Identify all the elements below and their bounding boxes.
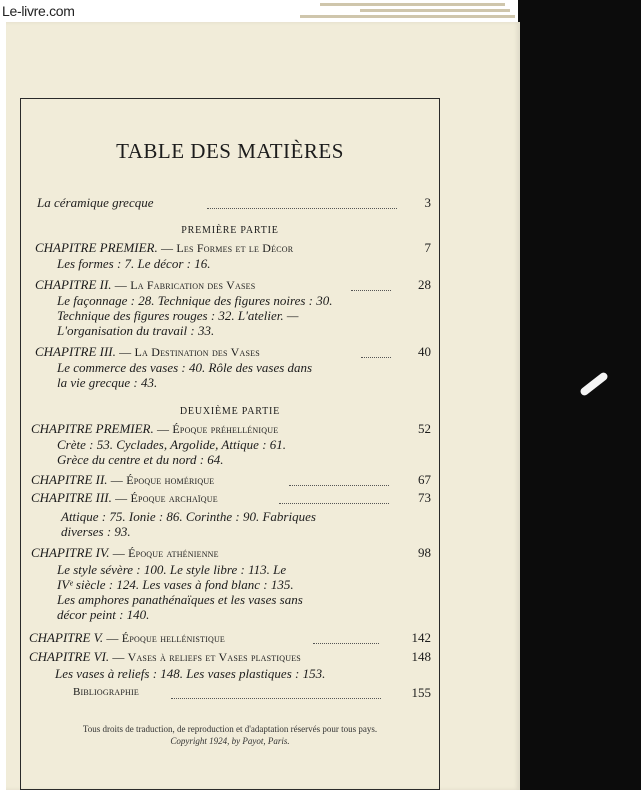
chapter-title: — Époque préhellénique	[157, 422, 279, 436]
part-heading: PREMIÈRE PARTIE	[181, 225, 279, 236]
chapter-title: — La Destination des Vases	[119, 345, 260, 359]
chapter-number: CHAPITRE II.	[35, 277, 112, 292]
chapter-title: — Époque athénienne	[112, 546, 219, 560]
dot-leader	[361, 357, 391, 358]
chapter-title: — Époque homérique	[110, 473, 215, 487]
page-edge	[300, 15, 515, 18]
copyright-line: Tous droits de traduction, de reproduction et d'adaptation réservés pour tous pays.	[82, 724, 378, 734]
chapter-subtopics: Les vases à reliefs : 148. Les vases plastiques : 153.	[55, 666, 326, 681]
chapter-title: — Vases à reliefs et Vases plastiques	[112, 650, 301, 664]
chapter-subtopics: décor peint : 140.	[57, 607, 150, 622]
dot-leader	[313, 643, 379, 644]
chapter-subtopics: la vie grecque : 43.	[57, 375, 158, 390]
chapter-number: CHAPITRE V.	[29, 630, 104, 645]
dot-leader	[207, 208, 397, 209]
chapter-heading	[29, 630, 225, 646]
background	[518, 0, 641, 790]
copyright-line: Copyright 1924, by Payot, Paris.	[170, 736, 290, 746]
page-edge	[360, 9, 510, 12]
chapter-subtopics: Attique : 75. Ionie : 86. Corinthe : 90. Fabriques	[61, 509, 316, 524]
copyright-notice	[21, 723, 439, 747]
chapter-subtopics: Les amphores panathénaïques et les vases sans	[57, 592, 303, 607]
chapter-subtopics: Grèce du centre et du nord : 64.	[57, 452, 224, 467]
chapter-subtopics: Crète : 53. Cyclades, Argolide, Attique : 61.	[57, 437, 287, 452]
chapter-number: CHAPITRE VI.	[29, 649, 110, 664]
chapter-heading	[31, 545, 219, 561]
chapter-number: CHAPITRE II.	[31, 472, 108, 487]
page-number: 142	[411, 630, 431, 645]
chapter-heading	[31, 490, 218, 506]
chapter-heading	[35, 240, 293, 256]
page-edge	[320, 3, 505, 6]
chapter-title: — Les Formes et le Décor	[161, 241, 294, 255]
chapter-number: CHAPITRE PREMIER.	[35, 240, 158, 255]
page-title: TABLE DES MATIÈRES	[116, 139, 344, 163]
chapter-title: — Époque archaïque	[115, 491, 218, 505]
dot-leader	[351, 290, 391, 291]
dot-leader	[171, 698, 381, 699]
chapter-heading	[35, 344, 260, 360]
toc-frame	[20, 98, 440, 790]
chapter-heading	[29, 649, 301, 665]
dot-leader	[279, 503, 389, 504]
page-number: 7	[424, 240, 431, 255]
chapter-heading	[35, 277, 255, 293]
watermark-logo: Le-livre.com	[2, 3, 75, 19]
chapter-title: — Époque hellénistique	[106, 631, 226, 645]
chapter-subtopics: L'organisation du travail : 33.	[57, 323, 215, 338]
chapter-heading	[31, 421, 278, 437]
page-number: 98	[418, 545, 431, 560]
chapter-title: — La Fabrication des Vases	[114, 278, 256, 292]
page-number: 73	[418, 490, 431, 505]
page-number: 28	[418, 277, 431, 292]
page-number: 155	[411, 685, 431, 700]
page-number: 67	[418, 472, 431, 487]
page-number: 52	[418, 421, 431, 436]
chapter-heading	[31, 472, 214, 488]
chapter-subtopics: Le commerce des vases : 40. Rôle des vases dans	[57, 360, 313, 375]
chapter-number: CHAPITRE III.	[35, 344, 116, 359]
chapter-subtopics: diverses : 93.	[61, 524, 131, 539]
chapter-number: CHAPITRE III.	[31, 490, 112, 505]
page-number: 148	[411, 649, 431, 664]
chapter-number: CHAPITRE PREMIER.	[31, 421, 154, 436]
dot-leader	[289, 485, 389, 486]
chapter-subtopics: Le style sévère : 100. Le style libre : 113. Le	[57, 562, 287, 577]
chapter-subtopics: IVᵉ siècle : 124. Les vases à fond blanc : 135.	[57, 577, 294, 592]
chapter-number: CHAPITRE IV.	[31, 545, 110, 560]
book-page	[6, 22, 520, 790]
toc-entry-bibliography: Bibliographie	[73, 686, 139, 698]
part-heading: DEUXIÈME PARTIE	[179, 406, 281, 417]
toc-entry-intro: La céramique grecque	[37, 195, 154, 210]
chapter-subtopics: Technique des figures rouges : 32. L'atelier. —	[57, 308, 299, 323]
chapter-subtopics: Les formes : 7. Le décor : 16.	[57, 256, 211, 271]
page-number: 3	[424, 195, 431, 210]
page-number: 40	[418, 344, 431, 359]
chapter-subtopics: Le façonnage : 28. Technique des figures noires : 30.	[57, 293, 333, 308]
